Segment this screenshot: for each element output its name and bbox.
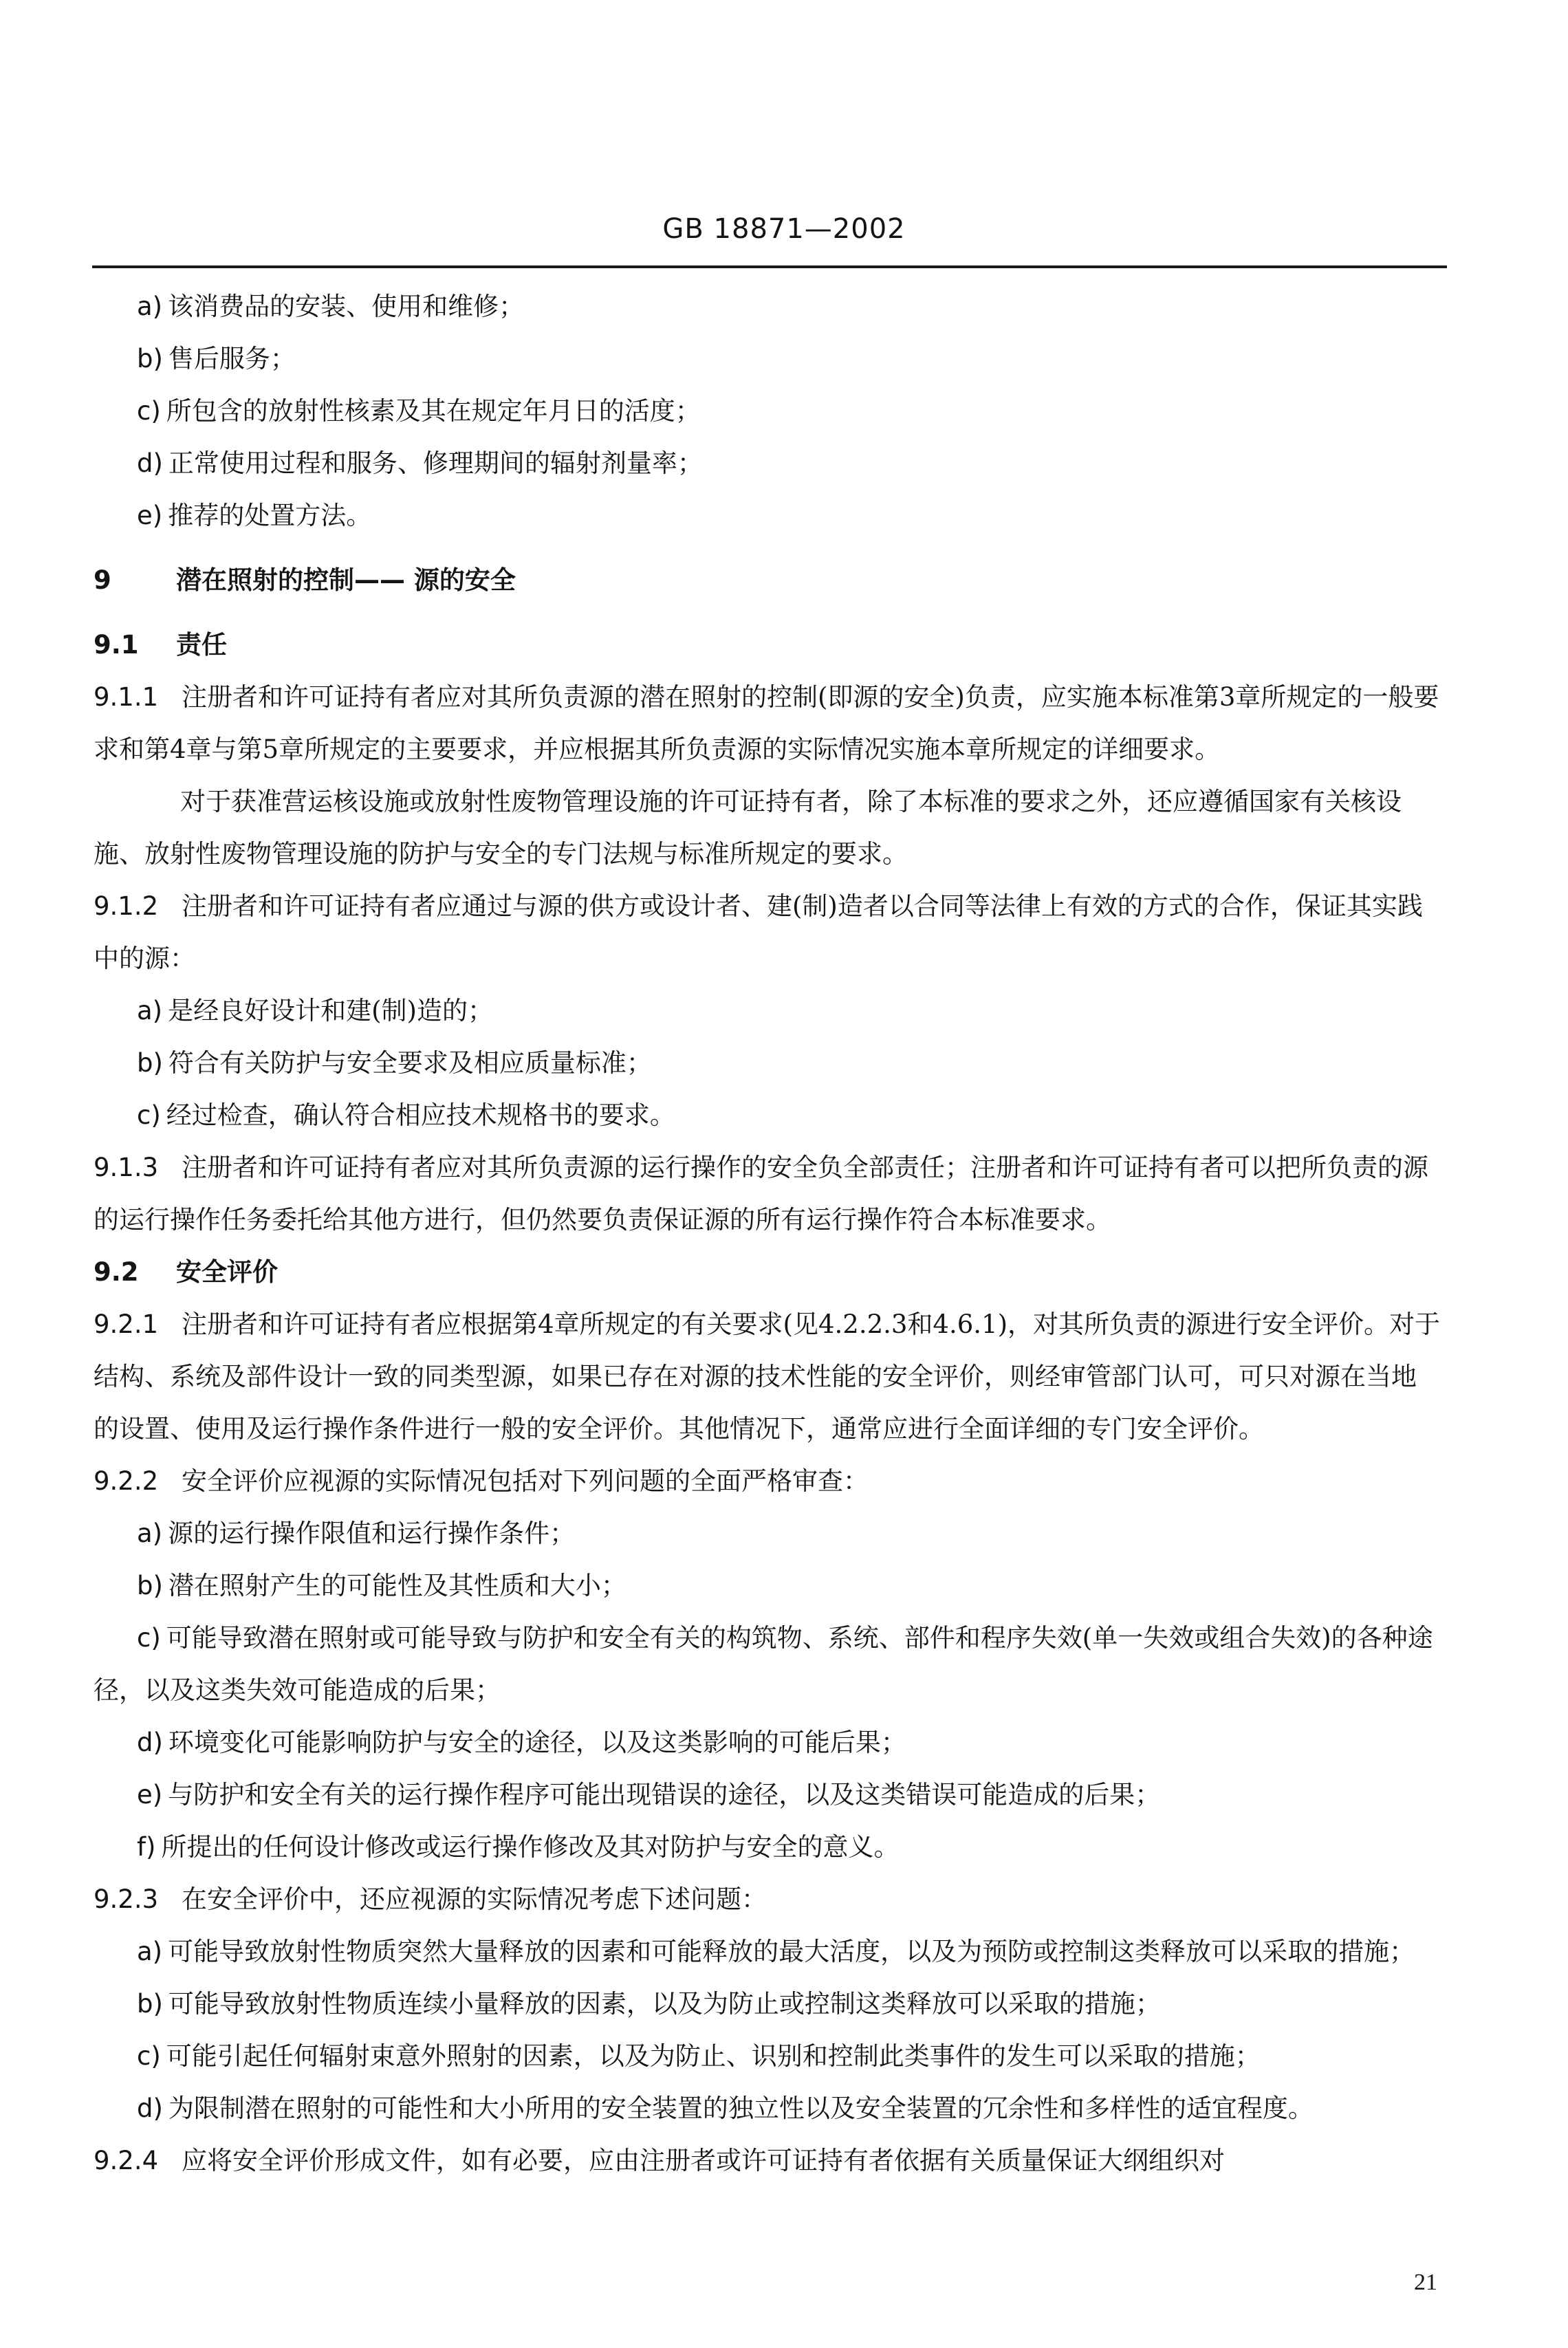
page-body bbox=[94, 281, 1441, 2187]
clause-9-1-1-para2: 对于获准营运核设施或放射性废物管理设施的许可证持有者，除了本标准的要求之外，还应遵循国家有关核设施、放射性废物管理设施的防护与安全的专门法规与标准所规定的要求。 bbox=[94, 787, 1402, 869]
list-item: b) 潜在照射产生的可能性及其性质和大小； bbox=[137, 1571, 627, 1600]
list-item: e) 推荐的处置方法。 bbox=[137, 501, 372, 530]
clause-9-1-3: 9.1.3 注册者和许可证持有者应对其所负责源的运行操作的安全负全部责任；注册者和许可证持有者可以把所负责的源的运行操作任务委托给其他方进行，但仍然要负责保证源的所有运行操作符合本标准要求。 bbox=[94, 1153, 1428, 1235]
list-item: a) 该消费品的安装、使用和维修； bbox=[137, 292, 525, 321]
list-item: b) 可能导致放射性物质连续小量释放的因素，以及为防止或控制这类释放可以采取的措施； bbox=[137, 1989, 1161, 2019]
list-item: f) 所提出的任何设计修改或运行操作修改及其对防护与安全的意义。 bbox=[137, 1832, 900, 1862]
list-item: a) 源的运行操作限值和运行操作条件； bbox=[137, 1519, 576, 1548]
list-item: b) 符合有关防护与安全要求及相应质量标准； bbox=[137, 1048, 652, 1078]
section-heading-9: 9 潜在照射的控制—— 源的安全 bbox=[94, 565, 516, 595]
list-item: c) 可能引起任何辐射束意外照射的因素，以及为防止、识别和控制此类事件的发生可以采取的措施； bbox=[137, 2041, 1261, 2071]
list-8 bbox=[94, 281, 1441, 542]
list-item: d) 正常使用过程和服务、修理期间的辐射剂量率； bbox=[137, 448, 703, 478]
clause-9-2-3: 9.2.3 在安全评价中，还应视源的实际情况考虑下述问题： bbox=[94, 1884, 767, 1914]
clause-9-2-2: 9.2.2 安全评价应视源的实际情况包括对下列问题的全面严格审查： bbox=[94, 1466, 869, 1496]
clause-9-2-4: 9.2.4 应将安全评价形成文件，如有必要，应由注册者或许可证持有者依据有关质量保证大纲组织对 bbox=[94, 2146, 1225, 2175]
list-item: a) 可能导致放射性物质突然大量释放的因素和可能释放的最大活度，以及为预防或控制这类释放可以采取的措施； bbox=[137, 1937, 1415, 1966]
list-item: c) 可能导致潜在照射或可能导致与防护和安全有关的构筑物、系统、部件和程序失效(单一失效或组合失效)的各种途径，以及这类失效可能造成的后果； bbox=[94, 1623, 1433, 1705]
list-item: c) 所包含的放射性核素及其在规定年月日的活度； bbox=[137, 396, 701, 426]
subsection-heading-9-1: 9.1 责任 bbox=[94, 630, 227, 660]
header-rule bbox=[92, 265, 1447, 268]
list-item: a) 是经良好设计和建(制)造的； bbox=[137, 996, 493, 1025]
list-item: c) 经过检查，确认符合相应技术规格书的要求。 bbox=[137, 1100, 675, 1130]
clause-9-2-1: 9.2.1 注册者和许可证持有者应根据第4章所规定的有关要求(见4.2.2.3和4.6.1)，对其所负责的源进行安全评价。对于结构、系统及部件设计一致的同类型源，如果已存在对源的技术性能的安全评价，则经审管部门认可，可只对源在当地的设置、使用及运行操作条件进行一般的安全评价。其他情况下，通常应进行全面详细的专门安全评价。 bbox=[94, 1309, 1440, 1444]
standard-header: GB 18871—2002 bbox=[662, 213, 906, 245]
list-item: d) 为限制潜在照射的可能性和大小所用的安全装置的独立性以及安全装置的冗余性和多样性的适宜程度。 bbox=[137, 2094, 1314, 2123]
clause-9-1-1: 9.1.1 注册者和许可证持有者应对其所负责源的潜在照射的控制(即源的安全)负责，应实施本标准第3章所规定的一般要求和第4章与第5章所规定的主要要求，并应根据其所负责源的实际情况实施本章所规定的详细要求。 bbox=[94, 682, 1439, 764]
clause-9-1-2: 9.1.2 注册者和许可证持有者应通过与源的供方或设计者、建(制)造者以合同等法律上有效的方式的合作，保证其实践中的源： bbox=[94, 891, 1423, 973]
subsection-heading-9-2: 9.2 安全评价 bbox=[94, 1257, 278, 1287]
list-item: d) 环境变化可能影响防护与安全的途径，以及这类影响的可能后果； bbox=[137, 1728, 906, 1757]
page-number: 21 bbox=[1414, 2270, 1437, 2295]
list-item: e) 与防护和安全有关的运行操作程序可能出现错误的途径，以及这类错误可能造成的后果； bbox=[137, 1780, 1161, 1809]
list-item: b) 售后服务； bbox=[137, 344, 296, 373]
